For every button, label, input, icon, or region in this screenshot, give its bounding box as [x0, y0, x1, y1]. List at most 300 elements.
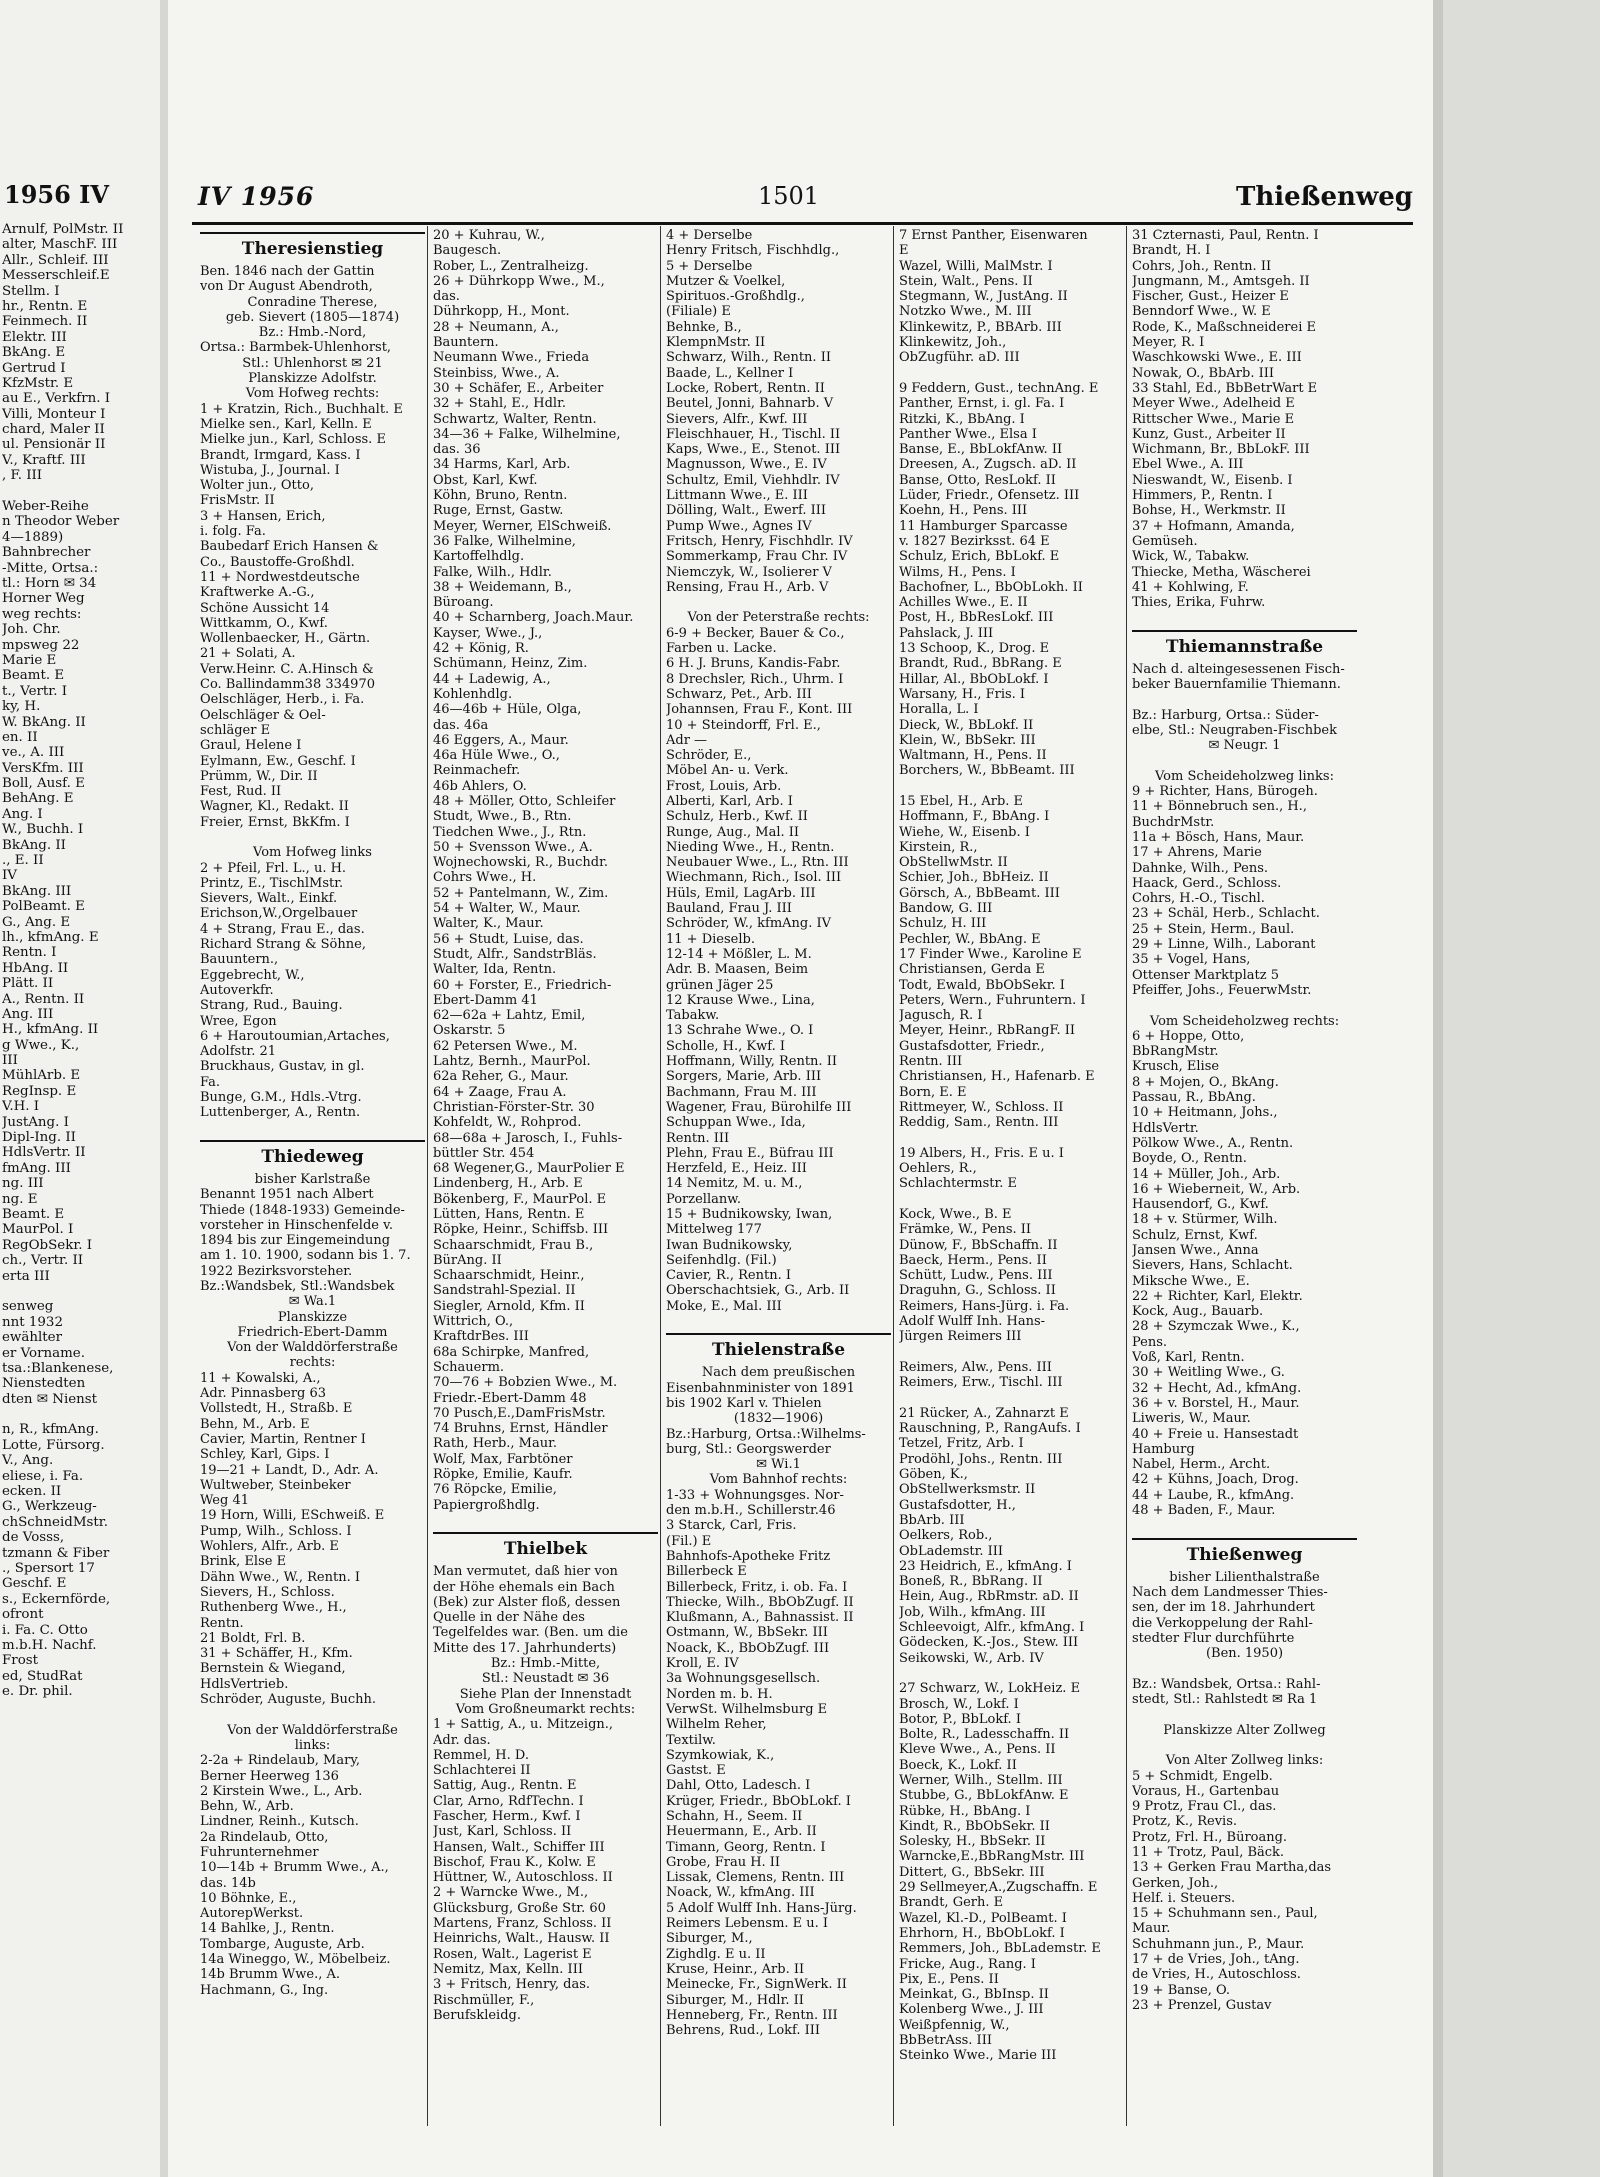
- directory-line: [200, 1707, 425, 1722]
- directory-line: Fleischhauer, H., Tischl. II: [666, 426, 841, 442]
- directory-line: Graul, Helene I: [200, 738, 302, 754]
- directory-line: 62—62a + Lahtz, Emil,: [433, 1008, 586, 1024]
- directory-line: 32 + Stahl, E., Hdlr.: [433, 396, 566, 412]
- directory-line: Hoffmann, F., BbAng. I: [899, 809, 1050, 825]
- left-page-line: Dipl-Ing. II: [2, 1130, 76, 1146]
- directory-line: Hüls, Emil, LagArb. III: [666, 885, 816, 901]
- directory-line: [666, 1314, 891, 1329]
- directory-line: Schultz, Emil, Viehhdlr. IV: [666, 472, 840, 488]
- directory-line: Jungmann, M., Amtsgeh. II: [1132, 273, 1310, 289]
- left-page-line: Rentn. I: [2, 945, 57, 961]
- directory-line: Schulz, H. III: [899, 916, 987, 932]
- left-page-line: ng. III: [2, 1176, 44, 1192]
- directory-line: Cavier, Martin, Rentner I: [200, 1431, 366, 1447]
- left-page-line: tsa.:Blankenese,: [2, 1360, 114, 1376]
- directory-line: Thiecke, Wilh., BbObZugf. II: [666, 1594, 854, 1610]
- directory-line: Oehlers, R.,: [899, 1161, 977, 1177]
- directory-line: 34 Harms, Karl, Arb.: [433, 457, 571, 473]
- directory-line: Passau, R., BbAng.: [1132, 1090, 1256, 1106]
- directory-line: Wolter jun., Otto,: [200, 478, 314, 494]
- directory-line: Benndorf Wwe., W. E: [1132, 304, 1271, 320]
- directory-line: Boeck, K., Lokf. II: [899, 1757, 1017, 1773]
- directory-line: Eisenbahnminister von 1891: [666, 1380, 855, 1396]
- directory-line: 76 Röpcke, Emilie,: [433, 1482, 557, 1498]
- directory-line: Ostmann, W., BbSekr. III: [666, 1625, 828, 1641]
- directory-line: 70 Pusch,E.,DamFrisMstr.: [433, 1405, 606, 1421]
- directory-line: 13 + Gerken Frau Martha,das: [1132, 1860, 1332, 1876]
- directory-line: Studt, Wwe., B., Rtn.: [433, 809, 572, 825]
- directory-line: Sievers, Walt., Einkf.: [200, 891, 338, 907]
- directory-column-2: [433, 228, 658, 2023]
- directory-line: schläger E: [200, 722, 271, 738]
- directory-line: (Ben. 1950): [1205, 1646, 1284, 1662]
- left-page-line: erta III: [2, 1268, 50, 1284]
- directory-line: 9 + Richter, Hans, Bürogeh.: [1132, 784, 1318, 800]
- left-page-line: HdlsVertr. II: [2, 1145, 86, 1161]
- book-gutter: [160, 0, 168, 2177]
- left-page-line: RegObSekr. I: [2, 1237, 93, 1253]
- directory-line: Klinkewitz, P., BBArb. III: [899, 319, 1062, 335]
- directory-line: Rübke, H., BbAng. I: [899, 1803, 1031, 1819]
- left-page-line: e. Dr. phil.: [2, 1684, 73, 1700]
- directory-line: von Dr August Abendroth,: [200, 279, 373, 295]
- directory-line: 23 Heidrich, E., kfmAng. I: [899, 1558, 1072, 1574]
- directory-line: Weißpfennig, W.,: [899, 2017, 1010, 2033]
- directory-line: Bischof, Frau K., Kolw. E: [433, 1854, 596, 1870]
- left-page-line: JustAng. I: [2, 1114, 69, 1130]
- directory-line: Hüttner, W., Autoschloss. II: [433, 1870, 613, 1886]
- directory-line: Baeck, Herm., Pens. II: [899, 1252, 1047, 1268]
- directory-line: Farben u. Lacke.: [666, 641, 777, 657]
- directory-line: 70—76 + Bobzien Wwe., M.: [433, 1375, 618, 1391]
- directory-line: Steinbiss, Wwe., A.: [433, 365, 560, 381]
- left-page-line: Plätt. II: [2, 976, 54, 992]
- directory-line: Schuhmann jun., P., Maur.: [1132, 1936, 1305, 1952]
- left-page-line: PolBeamt. E: [2, 899, 85, 915]
- directory-line: 46—46b + Hüle, Olga,: [433, 702, 582, 718]
- directory-line: Printz, E., TischlMstr.: [200, 875, 344, 891]
- directory-line: Rentn.: [200, 1615, 244, 1631]
- directory-line: Pahslack, J. III: [899, 625, 994, 641]
- directory-line: [899, 1666, 1124, 1681]
- directory-line: Bandow, G. III: [899, 901, 993, 917]
- directory-line: 2a Rindelaub, Otto,: [200, 1829, 329, 1845]
- left-page-line: RegInsp. E: [2, 1083, 77, 1099]
- directory-line: Wolf, Max, Farbtöner: [433, 1451, 573, 1467]
- directory-line: Schaarschmidt, Frau B.,: [433, 1237, 594, 1253]
- directory-line: Gastst. E: [666, 1763, 726, 1779]
- directory-line: Strang, Rud., Bauing.: [200, 998, 343, 1014]
- directory-line: Pix, E., Pens. II: [899, 1971, 999, 1987]
- directory-line: Fischer, Gust., Heizer E: [1132, 289, 1289, 305]
- left-page-line: IV: [2, 868, 17, 884]
- directory-line: Eggebrecht, W.,: [200, 967, 305, 983]
- left-page-line: dten ✉ Nienst: [2, 1391, 98, 1407]
- directory-line: Reimers Lebensm. E u. I: [666, 1916, 829, 1932]
- directory-line: Bz.:Harburg, Ortsa.:Wilhelms-: [666, 1426, 866, 1442]
- directory-line: Wultweber, Steinbeker: [200, 1477, 351, 1493]
- directory-line: 19 Horn, Willi, ESchweiß. E: [200, 1508, 385, 1524]
- directory-line: Kohlenhdlg.: [433, 686, 513, 702]
- directory-line: Walter, Ida, Rentn.: [433, 962, 557, 978]
- directory-line: Rensing, Frau H., Arb. V: [666, 579, 829, 595]
- left-page-line: hr., Rentn. E: [2, 298, 88, 314]
- directory-line: Iwan Budnikowsky,: [666, 1237, 793, 1253]
- directory-line: Schaarschmidt, Heinr.,: [433, 1268, 585, 1284]
- directory-line: 31 + Schäffer, H., Kfm.: [200, 1646, 353, 1662]
- directory-line: Adolfstr. 21: [200, 1044, 276, 1060]
- directory-line: Sandstrahl-Spezial. II: [433, 1283, 576, 1299]
- directory-line: Friedr.-Ebert-Damm 48: [433, 1390, 587, 1406]
- directory-line: Behn, M., Arb. E: [200, 1416, 310, 1432]
- directory-line: Planskizze: [277, 1309, 348, 1325]
- directory-line: Meinecke, Fr., SignWerk. II: [666, 1977, 847, 1993]
- directory-line: Behn, W., Arb.: [200, 1799, 294, 1815]
- directory-line: Moke, E., Mal. III: [666, 1298, 782, 1314]
- directory-line: Ebert-Damm 41: [433, 992, 538, 1008]
- directory-line: 21 + Solati, A.: [200, 646, 296, 662]
- directory-line: Locke, Robert, Rentn. II: [666, 380, 825, 396]
- directory-line: Baugesch.: [433, 243, 502, 259]
- directory-line: Tabakw.: [666, 1008, 720, 1024]
- directory-line: BürAng. II: [433, 1252, 502, 1268]
- directory-line: Oelschläger, Herb., i. Fa.: [200, 692, 365, 708]
- directory-line: Stein, Walt., Pens. II: [899, 273, 1033, 289]
- directory-line: Bauntern.: [433, 335, 499, 351]
- directory-line: Meyer, Heinr., RbRangF. II: [899, 1023, 1076, 1039]
- left-page-line: V., Kraftf. III: [2, 452, 86, 468]
- directory-line: Fritsch, Henry, Fischhdlr. IV: [666, 533, 853, 549]
- directory-line: Ortsa.: Barmbek-Uhlenhorst,: [200, 340, 392, 356]
- directory-line: Benannt 1951 nach Albert: [200, 1187, 374, 1203]
- directory-line: 6-9 + Becker, Bauer & Co.,: [666, 625, 845, 641]
- directory-line: 62 Petersen Wwe., M.: [433, 1038, 578, 1054]
- left-page-line: au E., Verkfrn. I: [2, 391, 111, 407]
- directory-line: 5 Adolf Wulff Inh. Hans-Jürg.: [666, 1900, 857, 1916]
- directory-line: 32 + Hecht, Ad., kfmAng.: [1132, 1380, 1302, 1396]
- directory-line: Schröder, E.,: [666, 748, 752, 764]
- directory-line: Reimers, Hans-Jürg. i. Fa.: [899, 1298, 1070, 1314]
- directory-line: Ritzki, K., BbAng. I: [899, 411, 1025, 427]
- directory-line: Scholle, H., Kwf. I: [666, 1038, 785, 1054]
- directory-line: 3 + Hansen, Erich,: [200, 508, 326, 524]
- directory-line: Nach d. alteingesessenen Fisch-: [1132, 661, 1345, 677]
- directory-line: 19 Albers, H., Fris. E u. I: [899, 1145, 1064, 1161]
- left-page-line: G., Werkzeug-: [2, 1499, 97, 1515]
- directory-line: 17 + Ahrens, Marie: [1132, 845, 1262, 861]
- directory-line: Vom Hofweg rechts:: [245, 386, 380, 402]
- directory-line: Adolf Wulff Inh. Hans-: [899, 1314, 1046, 1330]
- directory-line: Görsch, A., BbBeamt. III: [899, 885, 1060, 901]
- left-page-line: ch., Vertr. II: [2, 1253, 84, 1269]
- directory-line: Oelkers, Rob.,: [899, 1528, 993, 1544]
- directory-line: Magnusson, Wwe., E. IV: [666, 457, 827, 473]
- directory-line: Wichmann, Br., BbLokF. III: [1132, 442, 1310, 458]
- directory-line: 21 Rücker, A., Zahnarzt E: [899, 1405, 1069, 1421]
- directory-line: 42 + Kühns, Joach, Drog.: [1132, 1472, 1299, 1488]
- directory-line: bis 1902 Karl v. Thielen: [666, 1395, 822, 1411]
- left-page-line: ve., A. III: [2, 745, 65, 761]
- directory-line: AutorepWerkst.: [200, 1906, 304, 1922]
- directory-line: Meyer Wwe., Adelheid E: [1132, 396, 1295, 412]
- directory-line: Mikschе Wwe., E.: [1132, 1273, 1250, 1289]
- directory-line: Sattig, Aug., Rentn. E: [433, 1778, 577, 1794]
- directory-line: Draguhn, G., Schloss. II: [899, 1283, 1056, 1299]
- directory-line: Ehrhorn, H., BbObLokf. I: [899, 1925, 1065, 1941]
- left-page-line: ed, StudRat: [2, 1668, 83, 1684]
- left-page-line: Messerschleif.E: [2, 268, 110, 284]
- directory-line: Kirstein, R.,: [899, 839, 978, 855]
- directory-line: Plehn, Frau E., Büfrau III: [666, 1145, 834, 1161]
- directory-line: 68 Wegener,G., MaurPolier E: [433, 1161, 625, 1177]
- left-page-line: en. II: [2, 729, 38, 745]
- directory-line: Ruthenberg Wwe., H.,: [200, 1600, 347, 1616]
- directory-line: Cohrs, Joh., Rentn. II: [1132, 258, 1272, 274]
- directory-line: 8 + Mojen, O., BkAng.: [1132, 1074, 1279, 1090]
- directory-line: Wick, W., Tabakw.: [1132, 549, 1250, 565]
- directory-line: Adr. das.: [433, 1732, 491, 1748]
- directory-line: Rittmeyer, W., Schloss. II: [899, 1099, 1064, 1115]
- directory-line: Wree, Egon: [200, 1013, 277, 1029]
- directory-column-5: [1132, 228, 1357, 2013]
- directory-line: die Verkoppelung der Rahl-: [1132, 1615, 1313, 1631]
- directory-line: Rath, Herb., Maur.: [433, 1436, 558, 1452]
- directory-line: Papiergroßhdlg.: [433, 1497, 540, 1513]
- directory-line: Wazel, Kl.-D., PolBeamt. I: [899, 1910, 1067, 1926]
- directory-line: Kindt, R., BbObSekr. II: [899, 1818, 1050, 1834]
- directory-line: 5 + Schmidt, Engelb.: [1132, 1768, 1273, 1784]
- directory-line: Thiede (1848-1933) Gemeinde-: [200, 1202, 405, 1218]
- left-page-line: Joh. Chr.: [2, 622, 61, 638]
- left-page-line: Ang. I: [2, 806, 43, 822]
- directory-line: Weg 41: [200, 1493, 249, 1509]
- directory-line: Sorgers, Marie, Arb. III: [666, 1069, 822, 1085]
- directory-line: Bz.: Hmb.-Mitte,: [490, 1656, 601, 1672]
- directory-line: Nach dem preußischen: [701, 1365, 856, 1381]
- left-page-line: ., Spersort 17: [2, 1560, 95, 1576]
- directory-line: v. 1827 Bezirksst. 64 E: [899, 533, 1050, 549]
- directory-line: Verw.Heinr. C. A.Hinsch &: [200, 661, 374, 677]
- directory-line: Stubbe, G., BbLokfAnw. E: [899, 1788, 1069, 1804]
- directory-line: 11 + Bönnebruch sen., H.,: [1132, 799, 1307, 815]
- directory-line: Pfeiffer, Johs., FeuerwMstr.: [1132, 982, 1312, 998]
- directory-line: Conradine Therese,: [247, 294, 378, 310]
- left-page-line: mpsweg 22: [2, 637, 80, 653]
- directory-line: Botor, P., BbLokf. I: [899, 1711, 1021, 1727]
- directory-line: 52 + Pantelmann, W., Zim.: [433, 885, 609, 901]
- directory-line: 12 Krause Wwe., Lina,: [666, 992, 815, 1008]
- left-page-line: H., kfmAng. II: [2, 1022, 99, 1038]
- directory-line: 26 + Dührkopp Wwe., M.,: [433, 273, 605, 289]
- directory-line: 48 + Möller, Otto, Schleifer: [433, 793, 616, 809]
- directory-line: Schulz, Erich, BbLokf. E: [899, 549, 1060, 565]
- directory-line: Beutel, Jonni, Bahnarb. V: [666, 396, 834, 412]
- directory-line: Quelle in der Nähe des: [433, 1610, 585, 1626]
- directory-line: Seikowski, W., Arb. IV: [899, 1650, 1044, 1666]
- directory-line: 44 + Ladewig, A.,: [433, 671, 551, 687]
- directory-line: Kock, Wwe., B. E: [899, 1207, 1012, 1222]
- directory-line: Notzko Wwe., M. III: [899, 304, 1032, 320]
- directory-line: Fest, Rud. II: [200, 784, 282, 800]
- directory-line: Schahn, H., Seem. II: [666, 1808, 803, 1824]
- directory-line: 40 + Scharnberg, Joach.Maur.: [433, 610, 634, 626]
- left-page-fragment: [0, 0, 163, 2177]
- directory-line: Bz.: Wandsbek, Ortsa.: Rahl-: [1132, 1676, 1321, 1692]
- left-page-line: alter, MaschF. III: [2, 237, 118, 253]
- directory-column-3: [666, 228, 891, 2038]
- directory-line: 29 + Linne, Wilh., Laborant: [1132, 937, 1316, 953]
- directory-line: Brandt, Gerh. E: [899, 1895, 1004, 1911]
- directory-line: Gemüseh.: [1132, 533, 1198, 549]
- directory-line: 1-33 + Wohnungsges. Nor-: [666, 1487, 844, 1503]
- directory-line: bisher Lilienthalstraße: [1169, 1569, 1320, 1585]
- left-page-line: senweg: [2, 1299, 54, 1315]
- left-page-line: VersKfm. III: [2, 760, 84, 776]
- left-page-line: tl.: Horn ✉ 34: [2, 575, 97, 591]
- directory-line: 15 Ebel, H., Arb. E: [899, 793, 1024, 809]
- directory-line: Solesky, H., BbSekr. II: [899, 1834, 1046, 1850]
- directory-line: Achilles Wwe., E. II: [899, 595, 1028, 611]
- directory-line: 44 + Laube, R., kfmAng.: [1132, 1487, 1295, 1503]
- directory-line: Runge, Aug., Mal. II: [666, 824, 800, 840]
- directory-line: Peters, Wern., Fuhruntern. I: [899, 992, 1086, 1008]
- directory-line: Wohlers, Alfr., Arb. E: [200, 1539, 339, 1555]
- directory-line: Behrens, Rud., Lokf. III: [666, 2023, 821, 2039]
- directory-line: Pölkow Wwe., A., Rentn.: [1132, 1135, 1294, 1151]
- directory-line: ✉ Neugr. 1: [1208, 738, 1281, 754]
- left-page-line: V., Ang.: [2, 1453, 54, 1469]
- directory-line: Luttenberger, A., Rentn.: [200, 1105, 361, 1121]
- directory-line: Brandt, H. I: [1132, 243, 1211, 259]
- directory-line: Boyde, O., Rentn.: [1132, 1151, 1247, 1167]
- directory-line: Steinko Wwe., Marie III: [899, 2048, 1057, 2064]
- directory-line: Bernstein & Wiegand,: [200, 1661, 346, 1677]
- left-page-line: Stellm. I: [2, 283, 60, 299]
- directory-line: Baubedarf Erich Hansen &: [200, 539, 379, 555]
- directory-line: Lissak, Clemens, Rentn. III: [666, 1870, 845, 1886]
- left-page-line: Boll, Ausf. E: [2, 776, 85, 792]
- directory-line: Göben, K.,: [899, 1467, 968, 1483]
- directory-line: Panther, Ernst, i. gl. Fa. I: [899, 396, 1065, 412]
- directory-line: 30 + Weitling Wwe., G.: [1132, 1365, 1285, 1381]
- directory-line: Voraus, H., Gartenbau: [1132, 1783, 1280, 1799]
- directory-line: Dreesen, A., Zugsch. aD. II: [899, 457, 1077, 473]
- directory-line: Stegmann, W., JustAng. II: [899, 289, 1068, 305]
- directory-line: Dahnke, Wilh., Pens.: [1132, 860, 1269, 876]
- directory-line: 15 + Budnikowsky, Iwan,: [666, 1207, 833, 1222]
- directory-line: 1922 Bezirksvorsteher.: [200, 1263, 353, 1279]
- directory-line: Liweris, W., Maur.: [1132, 1411, 1251, 1427]
- directory-line: ObLademstr. III: [899, 1543, 1004, 1559]
- directory-line: Jürgen Reimers III: [899, 1329, 1022, 1345]
- directory-line: Szymkowiak, K.,: [666, 1747, 775, 1763]
- directory-line: Billerbeck E: [666, 1564, 747, 1580]
- directory-line: Von der Walddörferstraße: [227, 1340, 398, 1356]
- directory-line: 23 + Prenzel, Gustav: [1132, 1997, 1272, 2013]
- directory-line: Wazel, Willi, MalMstr. I: [899, 258, 1053, 274]
- directory-line: Born, E. E: [899, 1084, 967, 1100]
- directory-line: 1894 bis zur Eingemeindung: [200, 1233, 391, 1249]
- directory-line: 42 + König, R.: [433, 641, 529, 657]
- directory-line: 62a Reher, G., Maur.: [433, 1069, 569, 1085]
- directory-line: 6 H. J. Bruns, Kandis-Fabr.: [666, 656, 841, 672]
- left-page-line: Beamt. E: [2, 668, 65, 684]
- directory-line: Zighdlg. E u. II: [666, 1946, 766, 1962]
- directory-line: Von der Peterstraße rechts:: [687, 610, 870, 626]
- street-heading: Theresienstieg: [200, 232, 425, 264]
- directory-line: Bachofner, L., BbObLokh. II: [899, 579, 1083, 595]
- directory-line: Bahnhofs-Apotheke Fritz: [666, 1548, 831, 1564]
- directory-line: [666, 595, 891, 610]
- left-page-line: III: [2, 1053, 18, 1069]
- directory-line: Fa.: [200, 1074, 221, 1090]
- directory-line: Man vermutet, daß hier von: [433, 1564, 618, 1580]
- directory-line: Reimers, Alw., Pens. III: [899, 1359, 1052, 1375]
- directory-line: geb. Sievert (1805—1874): [225, 309, 400, 325]
- left-page-line: g Wwe., K.,: [2, 1037, 80, 1053]
- left-page-line: [2, 1407, 158, 1422]
- directory-column-4: [899, 228, 1124, 2064]
- directory-line: Schöne Aussicht 14: [200, 600, 330, 616]
- directory-line: [899, 1345, 1124, 1360]
- directory-line: Voß, Karl, Rentn.: [1132, 1350, 1245, 1366]
- directory-line: Co., Baustoffe-Großhdl.: [200, 554, 355, 570]
- directory-line: Pump Wwe., Agnes IV: [666, 518, 812, 534]
- directory-line: 10 Böhnke, E.,: [200, 1890, 297, 1906]
- directory-line: Kleve Wwe., A., Pens. II: [899, 1742, 1056, 1758]
- directory-line: büttler Str. 454: [433, 1145, 535, 1161]
- directory-line: Rober, L., Zentralheizg.: [433, 258, 589, 274]
- directory-line: Nowak, O., BbArb. III: [1132, 365, 1274, 381]
- directory-line: Borchers, W., BbBeamt. III: [899, 763, 1075, 779]
- directory-line: Baade, L., Kellner I: [666, 365, 794, 381]
- directory-line: Eylmann, Ew., Geschf. I: [200, 753, 356, 769]
- directory-line: Walter, K., Maur.: [433, 916, 544, 932]
- directory-line: 14b Brumm Wwe., A.: [200, 1967, 341, 1983]
- directory-line: 2 + Pfeil, Frl. L., u. H.: [200, 860, 347, 876]
- left-page-line: fmAng. III: [2, 1160, 71, 1176]
- directory-line: Warsany, H., Fris. I: [899, 686, 1026, 702]
- directory-line: Mielke sen., Karl, Kelln. E: [200, 416, 372, 432]
- directory-line: Sievers, H., Schloss.: [200, 1584, 335, 1600]
- directory-line: Brosch, W., Lokf. I: [899, 1696, 1019, 1712]
- directory-line: Bz.: Harburg, Ortsa.: Süder-: [1132, 707, 1319, 723]
- street-heading: Thiemannstraße: [1132, 630, 1357, 662]
- directory-line: Pens.: [1132, 1334, 1168, 1350]
- left-page-line: W., Buchh. I: [2, 822, 84, 838]
- directory-line: Maur.: [1132, 1921, 1171, 1937]
- directory-line: Nabel, Herm., Archt.: [1132, 1457, 1271, 1473]
- directory-line: Schlachtermstr. E: [899, 1176, 1018, 1192]
- directory-line: Vom Scheideholzweg rechts:: [1149, 1013, 1340, 1029]
- directory-line: Christiansen, H., Hafenarb. E: [899, 1069, 1095, 1085]
- directory-line: 5 + Derselbe: [666, 258, 753, 274]
- directory-line: Remmers, Joh., BbLademstr. E: [899, 1941, 1101, 1957]
- directory-line: Fuhrunternehmer: [200, 1844, 319, 1860]
- directory-line: 6 + Haroutoumian,Artaches,: [200, 1028, 390, 1044]
- left-page-line: Feinmech. II: [2, 314, 88, 330]
- left-page-line: ecken. II: [2, 1484, 62, 1500]
- directory-line: Krusch, Elise: [1132, 1059, 1220, 1075]
- directory-line: Berufskleidg.: [433, 2007, 521, 2023]
- directory-line: Planskizze Alter Zollweg: [1163, 1722, 1326, 1738]
- directory-line: Remmel, H. D.: [433, 1747, 529, 1763]
- directory-line: [899, 1192, 1124, 1207]
- directory-line: vorsteher in Hinschenfelde v.: [200, 1217, 394, 1233]
- directory-line: Vom Großneumarkt rechts:: [455, 1701, 636, 1717]
- directory-line: [1132, 754, 1357, 769]
- directory-line: 19 + Banse, O.: [1132, 1982, 1231, 1998]
